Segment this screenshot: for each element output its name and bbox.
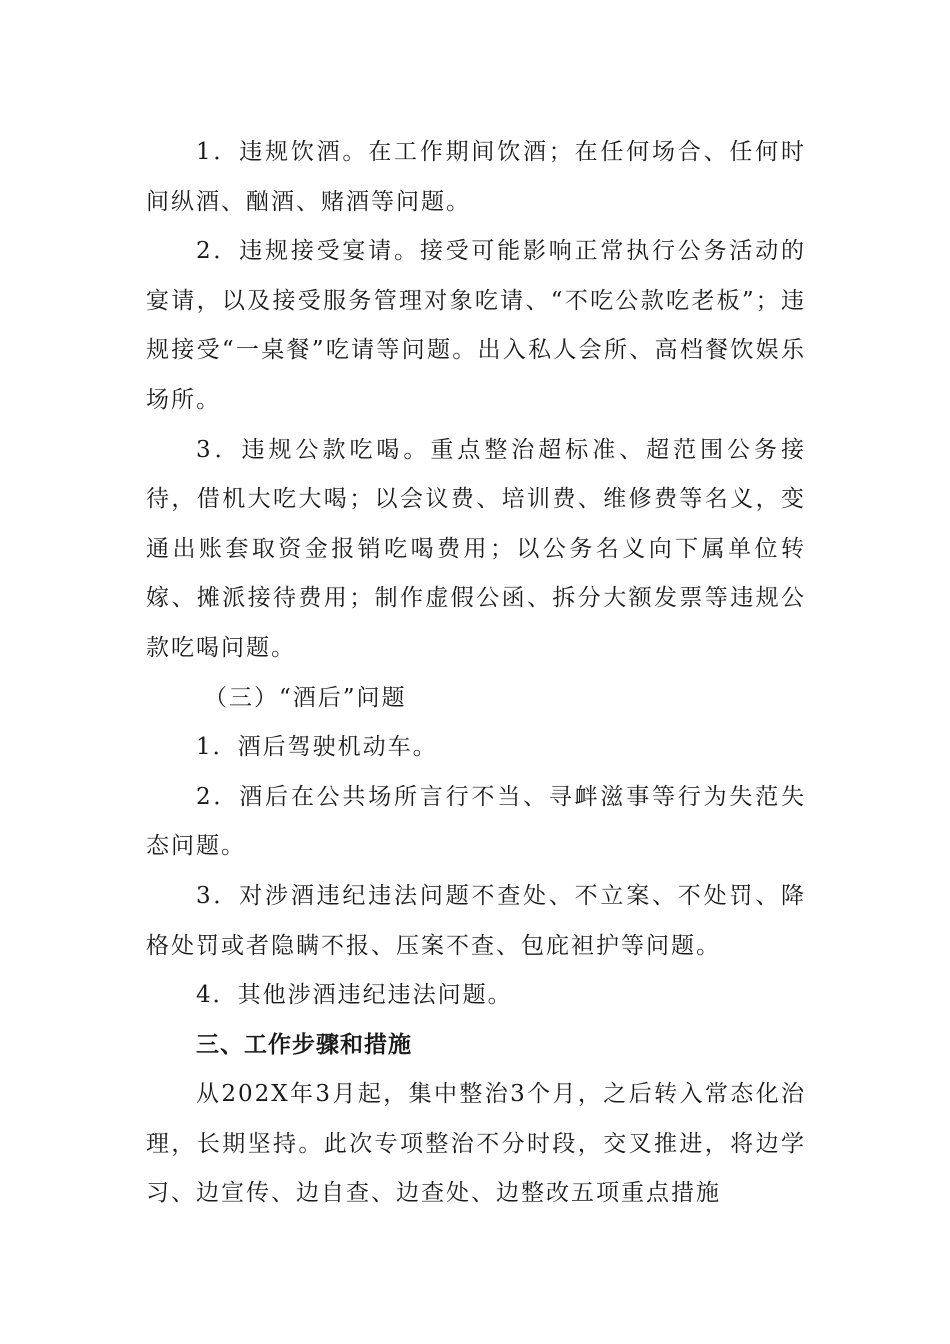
item-no-investigation: 3．对涉酒违纪违法问题不查处、不立案、不处罚、降格处罚或者隐瞒不报、压案不查、包庇袒护等问题。 xyxy=(146,882,806,959)
section-heading-steps: 三、工作步骤和措施 xyxy=(196,1031,412,1058)
item-public-misconduct: 2．酒后在公共场所言行不当、寻衅滋事等行为失范失态问题。 xyxy=(146,783,806,860)
item-violation-drinking: 1．违规饮酒。在工作期间饮酒；在任何场合、任何时间纵酒、酗酒、赌酒等问题。 xyxy=(146,139,806,215)
paragraph-schedule: 从202X年3月起，集中整治3个月，之后转入常态化治理，长期坚持。此次专项整治不分时段，交叉推进，将边学习、边宣传、边自查、边查处、边整改五项重点措施 xyxy=(146,1081,806,1207)
subsection-title-after-drinking: （三）“酒后”问题 xyxy=(204,684,407,711)
item-drunk-driving: 1．酒后驾驶机动车。 xyxy=(196,734,438,761)
document-page xyxy=(146,128,806,1219)
item-other-violations: 4．其他涉酒违纪违法问题。 xyxy=(196,982,513,1009)
item-violation-banquet: 2．违规接受宴请。接受可能影响正常执行公务活动的宴请，以及接受服务管理对象吃请、“不吃公款吃老板”；违规接受“一桌餐”吃请等问题。出入私人会所、高档餐饮娱乐场所。 xyxy=(146,238,806,413)
item-violation-public-funds: 3．违规公款吃喝。重点整治超标准、超范围公务接待，借机大吃大喝；以会议费、培训费、维修费等名义，变通出账套取资金报销吃喝费用；以公务名义向下属单位转嫁、摊派接待费用；制作虚假公函、拆分大额发票等违规公款吃喝问题。 xyxy=(146,436,806,661)
